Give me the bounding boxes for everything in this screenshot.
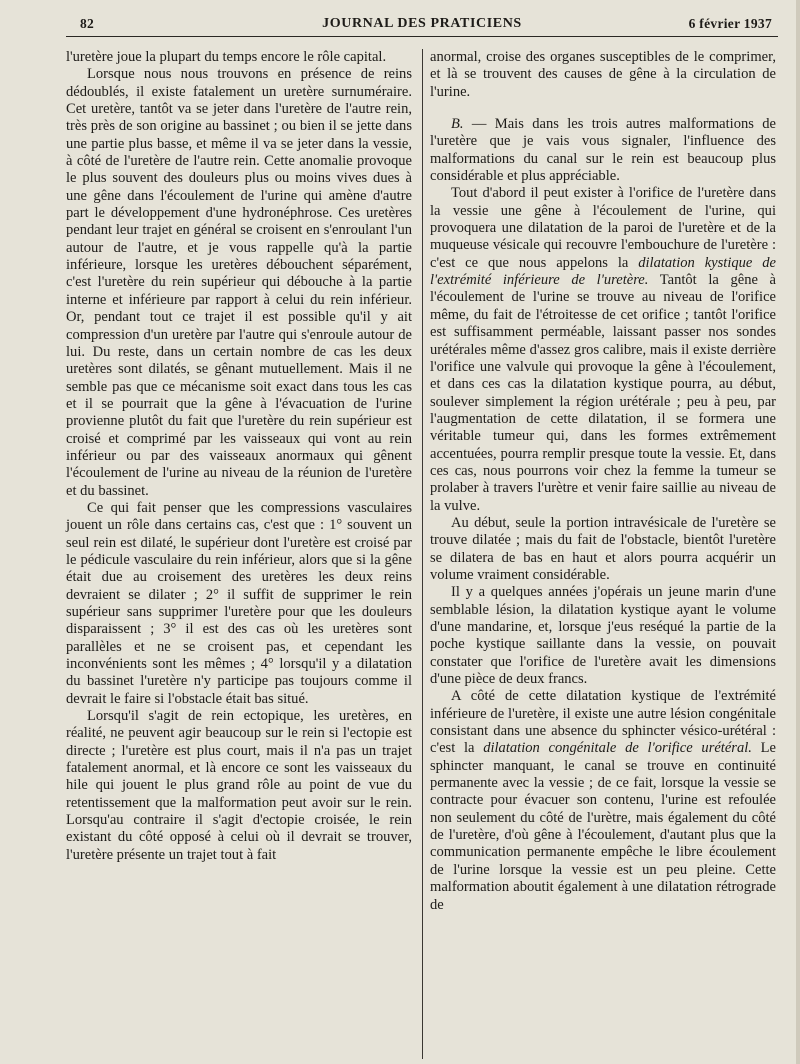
left-column [66,49,420,914]
running-header [66,14,778,37]
paragraph-text: Tout d'abord il peut exister à l'orifice de l'uretère dans la vessie une gêne à l'écoulement de l'urine, qui provoquera une dilatation de la paroi de l'uretère et de la muqueuse vésicale qui recouvre l'embouchure de l'uretère : c'est ce que nous appelons la [430,185,776,271]
paragraph [430,185,776,515]
issue-date: 6 février 1937 [688,16,772,31]
paragraph-text: Le sphincter manquant, le canal se trouve en continuité permanente avec la vessie ; de ce fait, lorsque la vessie se contracte pour évacuer son contenu, l'urine est refoulée non seulement du côté de l'urètre, mais également du côté de l'uretère, d'où gêne à l'écoulement, d'autant plus que la communication permanente empêche le libre écoulement de l'urine lorsque la vessie est un peu pleine. Cette malformation aboutit également à une dilatation rétrograde de [430,740,776,913]
emphasized-term: dilatation congénitale de l'orifice urétéral. [483,740,752,757]
section-label: B. [451,116,464,133]
paragraph [430,688,776,913]
paragraph: Lorsqu'il s'agit de rein ectopique, les uretères, en réalité, ne peuvent agir beaucoup sur le rein si l'ectopie est directe ; l'uretère est plus court, mais il n'a pas un trajet fatalement anormal, et là encore ce sont les vaisseaux du hile qui jouent le plus grand rôle au point de vue du retentissement que la malformation peut avoir sur le rein. Lorsqu'au contraire il s'agit d'ectopie croisée, le rein existant du côté opposé à celui où il devrait se trouver, l'uretère présente un trajet tout à fait [66,708,412,863]
column-divider [422,49,423,1059]
journal-title: JOURNAL DES PRATICIENS [322,16,522,31]
paragraph: Ce qui fait penser que les compressions vasculaires jouent un rôle dans certains cas, c'est que : 1° souvent un seul rein est dilaté, le supérieur dont l'uretère est croisé par le pédicule vasculaire du rein inférieur, alors que si la gêne était due au croisement des uretères les deux reins devraient se dilater ; 2° il suffit de supprimer le rein supérieur sans supprimer l'uretère pour que les douleurs disparaissent ; 3° il est des cas où les uretères sont parallèles et ne se croisent pas, et cependant les inconvénients sont les mêmes ; 4° lorsqu'il y a dilatation du bassinet l'uretère n'y participe pas toujours comme il devrait le faire si l'obstacle était bas situé. [66,499,412,707]
paragraph: anormal, croise des organes susceptibles de le comprimer, et là se trouvent des causes de gêne à la circulation de l'urine. [430,49,776,100]
paragraph: Au début, seule la portion intravésicale de l'uretère se trouve dilatée ; mais du fait de l'obstacle, bientôt l'uretère se dilatera de bas en haut et alors pourra acquérir un volume vraiment considérable. [430,514,776,583]
paragraph: Lorsque nous nous trouvons en présence de reins dédoublés, il existe fatalement un uretère surnuméraire. Cet uretère, tantôt va se jeter dans l'uretère de l'autre rein, très près de son origine au bassinet ; ou bien il se jette dans une partie plus basse, et même il va se jeter dans la vessie, à côté de l'uretère de l'autre rein. Cette anomalie provoque le plus souvent des douleurs plus ou moins vives dues à une gêne dans l'écoulement de l'urine qui amène d'autre part le développement d'une hydronéphrose. Ces uretères pendant leur trajet en général se croisent en s'enroulant l'un autour de l'autre, et je vous rappelle qu'à la partie inférieure, lorsque les uretères débouchent séparément, c'est l'uretère du rein supérieur qui débouche à la partie interne et inférieure par rapport à celui du rein inférieur. Or, pendant tout ce trajet il est possible qu'il y ait compression d'un uretère par l'autre qui s'enroule autour de lui. Du reste, dans un certain nombre de cas les deux uretères sont dilatés, se gênant mutuellement. Mais il ne semble pas que ce mécanisme soit exact dans tous les cas et il se pourrait que la gêne à l'évacuation de l'urine provienne plutôt du fait que l'uretère du rein supérieur est croisé et comprimé par les vaisseaux qui vont au rein inférieur ou par des vaisseaux anormaux qui gênent l'écoulement de l'urine au niveau de la réunion de l'uretère et du bassinet. [66,66,412,499]
page-edge [796,0,800,1064]
page-number: 82 [80,16,95,31]
paragraph-text: Tantôt la gêne à l'écoulement de l'urine se trouve au niveau de l'orifice même, du fait de l'étroitesse de cet orifice ; tantôt l'orifice est suffisamment perméable, laissant passer nos sondes urétérales même d'assez gros calibre, mais il existe derrière l'orifice une valvule qui provoque la gêne à l'écoulement, et dans ces cas la dilatation kystique pourra, au début, soulever simplement la région urétérale ; peu à peu, par l'augmentation de cette dilatation, il se formera une véritable tumeur qui, dans les formes extrêmement accentuées, pourra remplir presque toute la vessie. Et, dans ces cas, nous pourrons voir chez la femme la tumeur se prolaber à travers l'urètre et venir faire saillie au niveau de la vulve. [430,272,776,514]
paragraph-text: A côté de cette dilatation kystique de l'extrémité inférieure de l'uretère, il existe une autre lésion congénitale consistant dans une absence du sphincter vésico-urétéral : c'est la [430,688,776,757]
paragraph [430,116,776,185]
paragraph-text: — Mais dans les trois autres malformations de l'uretère que je vais vous signaler, l'influence des malformations du canal sur le rein est beaucoup plus considérable et plus appréciable. [430,116,776,185]
emphasized-term: dilatation kystique de l'extrémité inférieure de l'uretère. [430,254,776,289]
two-column-body [66,49,778,914]
paragraph: Il y a quelques années j'opérais un jeune marin d'une semblable lésion, la dilatation kystique ayant le volume d'une mandarine, et, lorsque j'eus reséqué la partie de la poche kystique saillante dans la vessie, on pouvait constater que l'orifice de l'uretère avait les dimensions d'une pièce de deux francs. [430,584,776,688]
paragraph: l'uretère joue la plupart du temps encore le rôle capital. [66,49,387,65]
right-column [422,49,776,914]
